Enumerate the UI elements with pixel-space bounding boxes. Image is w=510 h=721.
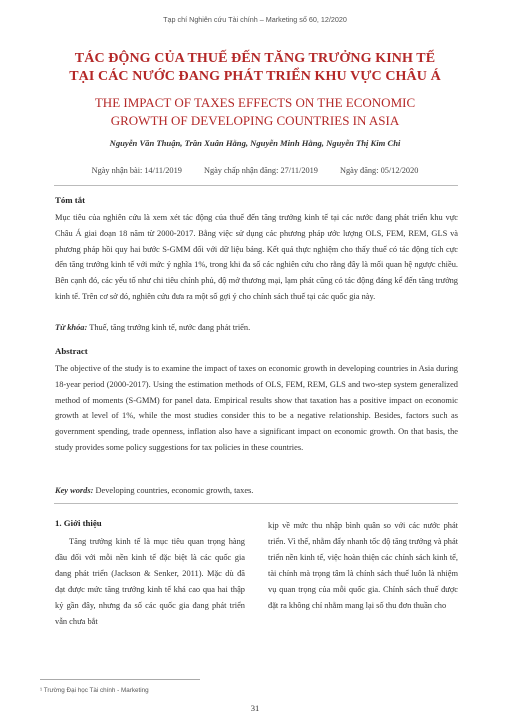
intro-left-column xyxy=(55,518,245,630)
abstract-en-text: The objective of the study is to examine the impact of taxes on economic growth in developing countries in Asia during 18-year period (2000-2017). Using the estimation methods of OLS, FEM, REM, GLS and two-step system generalized method of moments (S-GMM) for panel data. Empirical results show that taxation has a positive impact on economic growth at level of 1%, while the most studies consider this to be a negative relationship. Besides, factors such as government spending, trade openness, inflation also have a significant impact on economic growth. On that basis, the study provides some policy suggestions for tax policies in these countries. xyxy=(55,364,458,452)
footnote: ¹ Trường Đại học Tài chính - Marketing xyxy=(40,687,149,694)
intro-right-column xyxy=(268,518,458,614)
footnote-divider xyxy=(40,679,200,680)
keywords-vi-label: Từ khóa: xyxy=(55,323,88,332)
date-published: Ngày đăng: 05/12/2020 xyxy=(340,166,419,175)
keywords-en xyxy=(55,486,458,495)
divider-bottom xyxy=(54,503,458,504)
article-dates xyxy=(0,166,510,175)
title-vi-line-1: TÁC ĐỘNG CỦA THUẾ ĐẾN TĂNG TRƯỞNG KINH TẾ xyxy=(74,51,436,66)
date-accepted: Ngày chấp nhận đăng: 27/11/2019 xyxy=(203,166,318,175)
date-received: Ngày nhận bài: 14/11/2019 xyxy=(91,166,182,175)
title-en-line-2: GROWTH OF DEVELOPING COUNTRIES IN ASIA xyxy=(110,113,400,128)
abstract-vi-heading: Tóm tắt xyxy=(55,195,86,205)
keywords-en-value: Developing countries, economic growth, taxes. xyxy=(95,486,254,495)
title-en-line-1: THE IMPACT OF TAXES EFFECTS ON THE ECONOMIC xyxy=(94,95,416,110)
abstract-vi-text: Mục tiêu của nghiên cứu là xem xét tác động của thuế đến tăng trưởng kinh tế tại các nước đang phát triển khu vực Châu Á giai đoạn 18 năm từ 2000-2017. Bằng việc sử dụng các phương pháp ước lượng OLS, FEM, REM, GLS và phương pháp hồi quy hai bước S-GMM đối với dữ liệu bảng. Kết quả thực nghiệm cho thấy thuế có tác động tích cực đến tăng trưởng kinh tế với mức ý nghĩa 1%, trong khi đa số các nghiên cứu cho rằng đây là mối quan hệ ngược chiều. Bên cạnh đó, các yếu tố như chi tiêu chính phủ, độ mở thương mại, lạm phát cũng có tác động đáng kể đến tăng trưởng kinh tế. Trên cơ sở đó, nghiên cứu đưa ra một số gợi ý cho chính sách thuế tại các quốc gia này. xyxy=(55,213,458,301)
divider-top xyxy=(54,185,458,186)
title-english xyxy=(40,94,470,130)
abstract-en-heading: Abstract xyxy=(55,346,88,356)
intro-right-text: kịp về mức thu nhập bình quân so với các nước phát triển. Vì thế, nhằm đẩy nhanh tốc độ tăng trưởng và phát triển nền kinh tế, việc hoàn thiện các chính sách kinh tế, tài chính mà trọng tâm là chính sách thuế luôn là nhiệm vụ quan trọng của mỗi quốc gia. Chính sách thuế được đặt ra không chỉ nhằm mang lại số thu đơn thuần cho xyxy=(268,521,458,610)
title-vietnamese xyxy=(40,50,470,86)
intro-left-text: Tăng trưởng kinh tế là mục tiêu quan trọng hàng đầu đối với mỗi nền kinh tế đặc biệt là các quốc gia đang phát triển (Jackson & Senker, 2011). Mặc dù đã đạt được mức tăng trưởng kinh tế khá cao qua hai thập kỷ gần đây, nhưng đa số các quốc gia đang phát triển vẫn chưa bắt xyxy=(55,537,245,626)
title-vi-line-2: TẠI CÁC NƯỚC ĐANG PHÁT TRIỂN KHU VỰC CHÂU Á xyxy=(69,69,441,84)
intro-heading: 1. Giới thiệu xyxy=(55,518,102,528)
keywords-vi xyxy=(55,323,458,332)
keywords-en-label: Key words: xyxy=(55,486,94,495)
authors: Nguyễn Văn Thuận, Trần Xuân Hằng, Nguyễn Minh Hằng, Nguyễn Thị Kim Chi xyxy=(109,138,401,148)
keywords-vi-value: Thuế, tăng trưởng kinh tế, nước đang phát triển. xyxy=(89,323,251,332)
journal-header: Tạp chí Nghiên cứu Tài chính – Marketing số 60, 12/2020 xyxy=(163,15,347,24)
page-number: 31 xyxy=(250,703,260,713)
